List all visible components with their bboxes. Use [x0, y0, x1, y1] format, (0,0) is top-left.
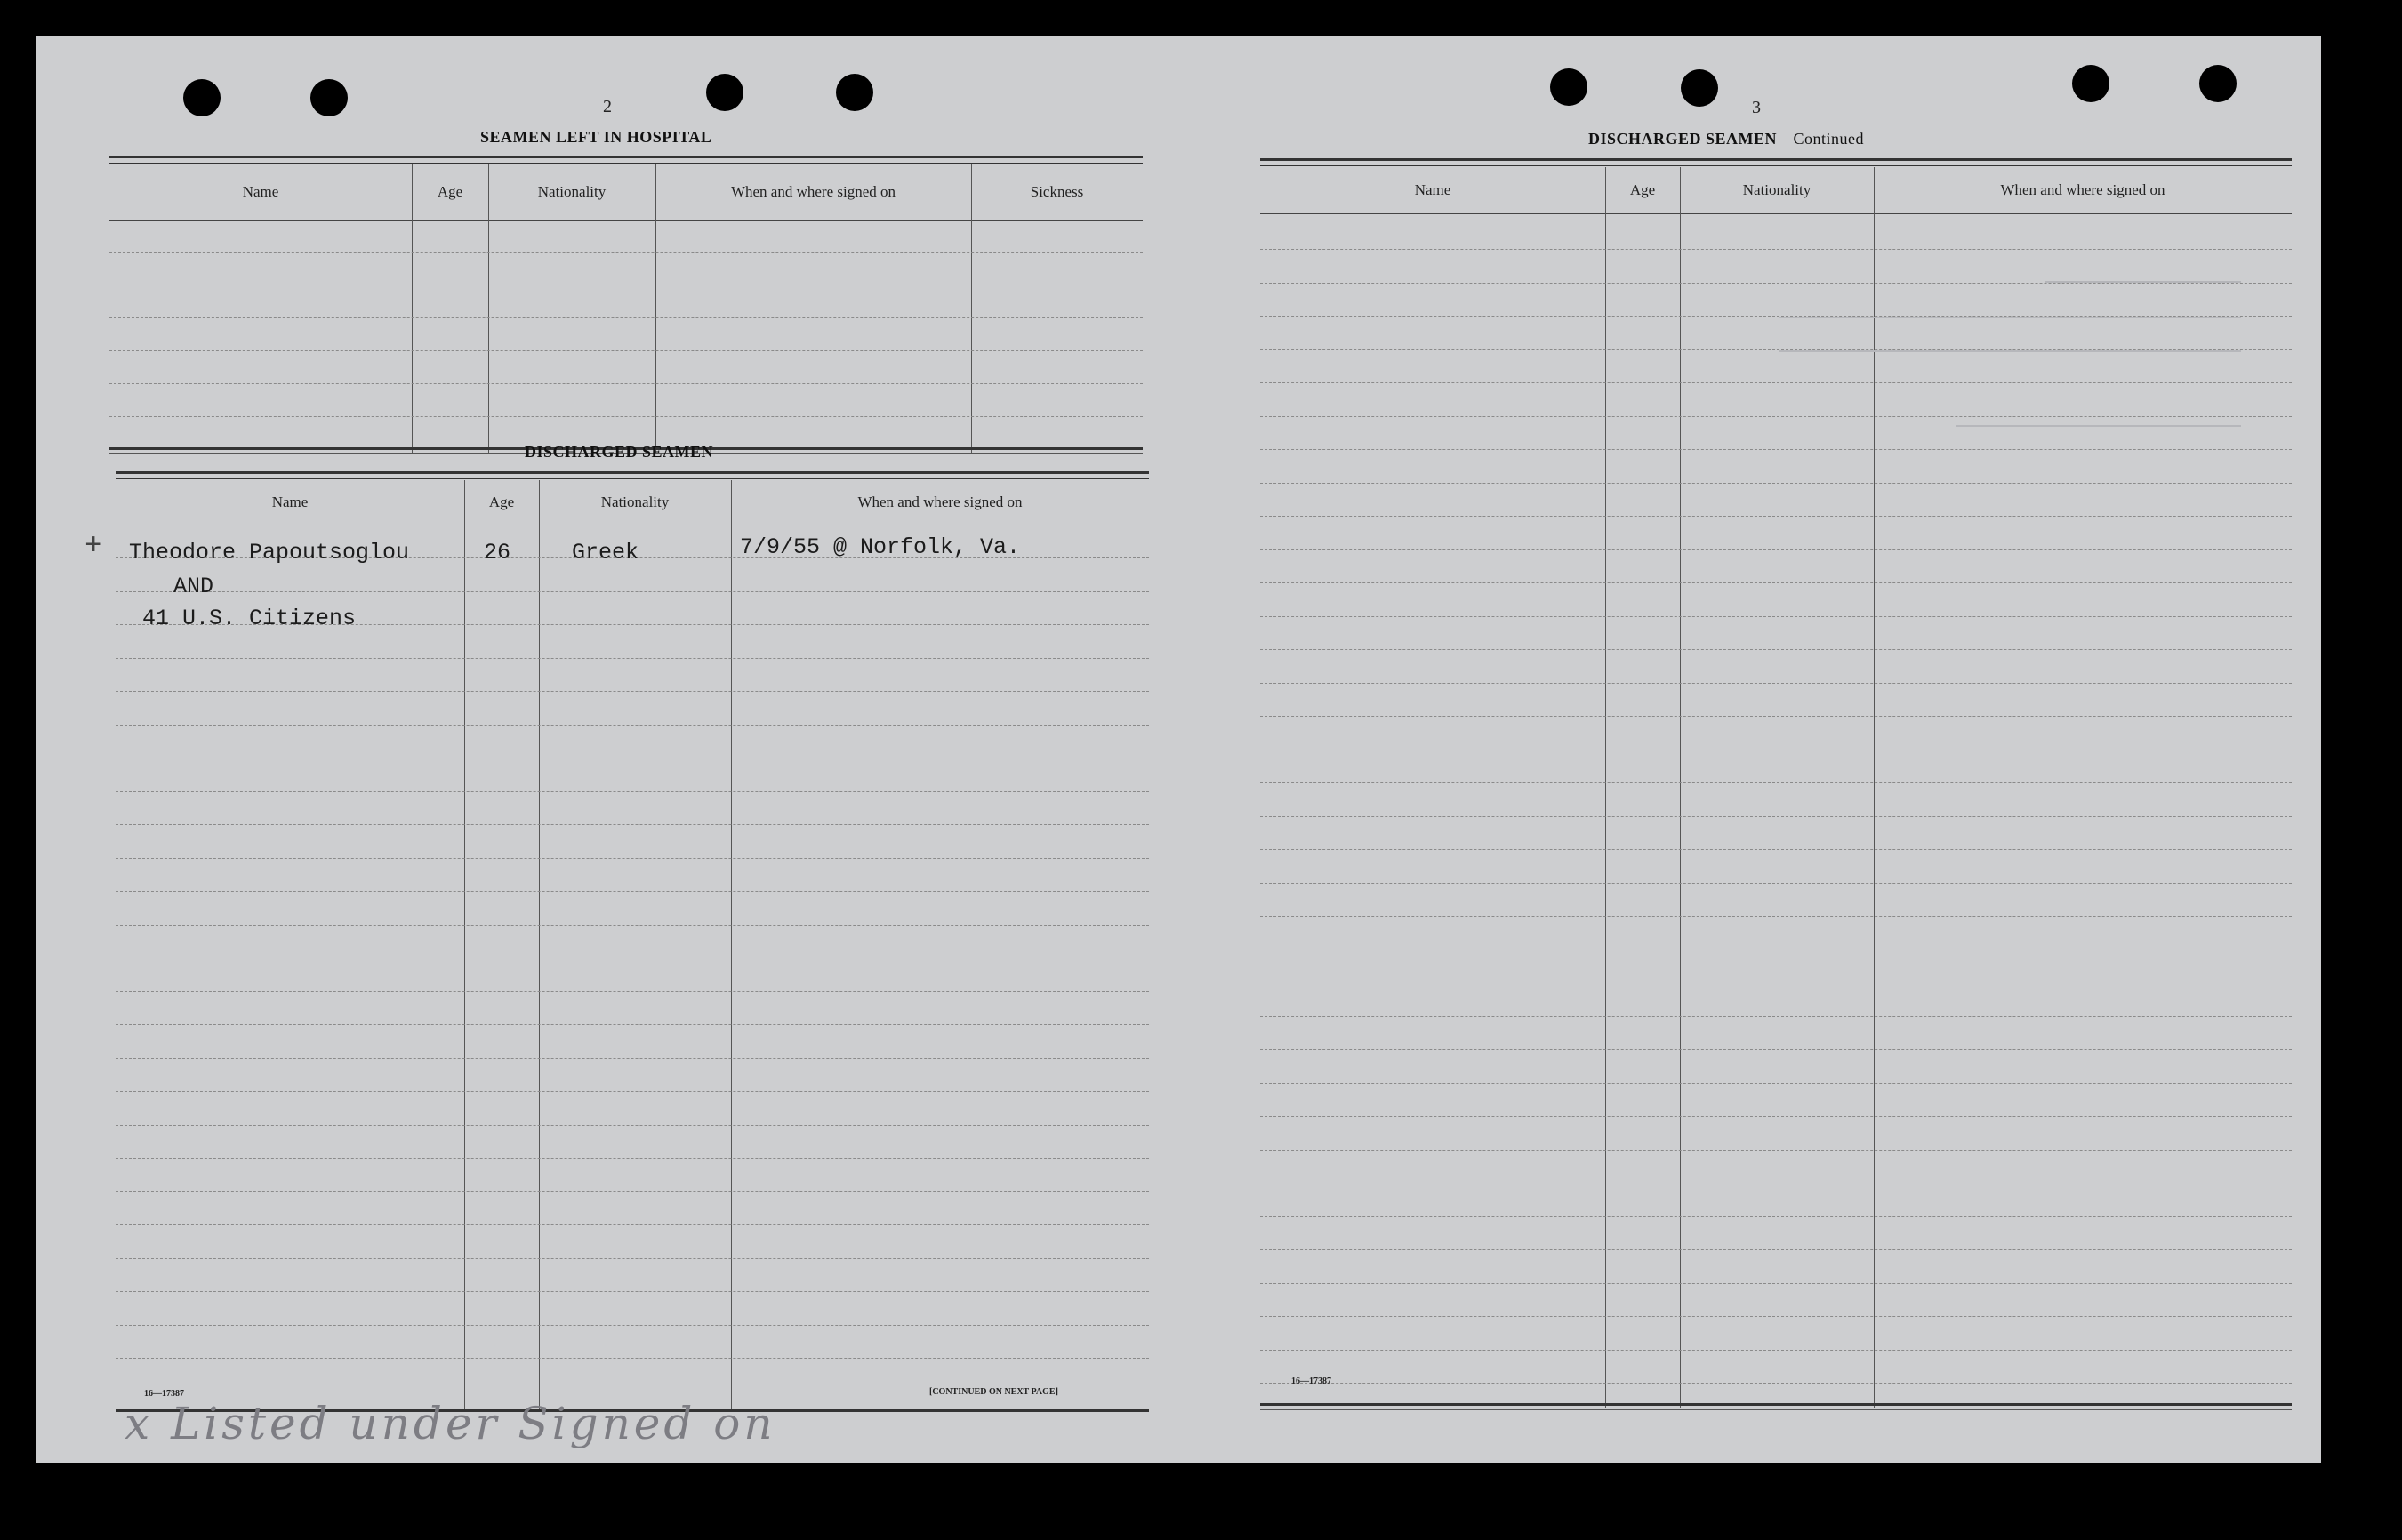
table-row [116, 1325, 1149, 1326]
table-row [116, 725, 1149, 726]
header-when-where: When and where signed on [2000, 181, 2165, 198]
right-page-number: 3 [1752, 98, 1761, 117]
handwritten-note: x Listed under Signed on [125, 1398, 776, 1449]
table-row [1260, 782, 2292, 783]
right-title-text: DISCHARGED SEAMEN [1588, 130, 1778, 148]
table-row [109, 350, 1143, 351]
header-age: Age [488, 493, 515, 510]
table-row [1260, 616, 2292, 617]
table-row [116, 791, 1149, 792]
punch-hole [310, 79, 348, 116]
discharged-section-title: DISCHARGED SEAMEN [525, 443, 714, 461]
punch-hole [1681, 69, 1718, 107]
header-age: Age [1629, 181, 1656, 198]
table-row [1260, 816, 2292, 817]
column-divider [1605, 167, 1606, 1408]
column-divider [731, 480, 732, 1412]
header-name: Name [271, 493, 309, 510]
table-row [1260, 683, 2292, 684]
table-row [116, 591, 1149, 592]
left-page-number: 2 [603, 97, 612, 116]
column-divider [971, 164, 972, 454]
table-row [1260, 449, 2292, 450]
table-row [1260, 1249, 2292, 1250]
table-row [1260, 483, 2292, 484]
hospital-table-header [109, 164, 1143, 221]
table-row [1260, 1049, 2292, 1050]
column-divider [464, 480, 465, 1412]
table-row [1260, 1150, 2292, 1151]
left-form-number: 16—17387 [144, 1389, 184, 1399]
table-row [1260, 1083, 2292, 1084]
table-top-rule [1260, 158, 2292, 166]
column-divider [1680, 167, 1681, 1408]
table-row [1260, 1116, 2292, 1117]
table-row [1260, 1016, 2292, 1017]
table-top-rule [109, 156, 1143, 164]
table-row [109, 416, 1143, 417]
table-bottom-rule [1260, 1403, 2292, 1410]
table-row [116, 991, 1149, 992]
entry-name-line3: 41 U.S. Citizens [142, 606, 357, 631]
continued-table-header [1260, 167, 2292, 214]
table-row [1260, 1216, 2292, 1217]
punch-hole [836, 74, 873, 111]
table-row [1260, 849, 2292, 850]
table-row [1260, 249, 2292, 250]
punch-hole [183, 79, 221, 116]
header-when-where: When and where signed on [730, 183, 896, 200]
table-row [1260, 582, 2292, 583]
header-name: Name [1414, 181, 1451, 198]
table-row [109, 252, 1143, 253]
hospital-table [109, 156, 1143, 458]
header-nationality: Nationality [1742, 181, 1812, 198]
table-row [109, 383, 1143, 384]
entry-signed-on: 7/9/55 @ Norfolk, Va. [740, 534, 1021, 560]
table-row [1260, 716, 2292, 717]
column-divider [412, 164, 413, 454]
entry-name-line1: Theodore Papoutsoglou [129, 540, 410, 565]
table-row [1260, 382, 2292, 383]
header-age: Age [437, 183, 463, 200]
bleed-through-mark [1956, 409, 2241, 427]
entry-mark: + [84, 530, 103, 564]
bleed-through-mark [2045, 265, 2241, 283]
table-row [1260, 1383, 2292, 1384]
column-divider [539, 480, 540, 1412]
header-name: Name [242, 183, 279, 200]
right-title-suffix: —Continued [1777, 130, 1865, 148]
table-row [1260, 516, 2292, 517]
continued-note: [CONTINUED ON NEXT PAGE] [929, 1387, 1058, 1397]
hospital-section-title: SEAMEN LEFT IN HOSPITAL [480, 128, 712, 146]
bleed-through-mark [1779, 334, 2241, 352]
entry-name-line2: AND [173, 573, 214, 599]
punch-hole [1550, 68, 1587, 106]
right-form-number: 16—17387 [1291, 1376, 1331, 1386]
entry-age: 26 [484, 540, 511, 565]
table-row [116, 1125, 1149, 1126]
table-row [116, 858, 1149, 859]
table-row [1260, 1316, 2292, 1317]
header-sickness: Sickness [1030, 183, 1084, 200]
column-divider [488, 164, 489, 454]
header-nationality: Nationality [537, 183, 607, 200]
table-row [116, 691, 1149, 692]
discharged-table-header [116, 480, 1149, 525]
header-nationality: Nationality [600, 493, 670, 510]
table-row [1260, 549, 2292, 550]
punch-hole [2072, 65, 2109, 102]
table-row [116, 1291, 1149, 1292]
punch-hole [706, 74, 743, 111]
table-row [1260, 649, 2292, 650]
table-row [116, 1258, 1149, 1259]
column-divider [655, 164, 656, 454]
table-row [116, 824, 1149, 825]
table-row [116, 1091, 1149, 1092]
right-section-title [1588, 130, 1864, 148]
bleed-through-mark [1779, 301, 2241, 318]
table-row [109, 317, 1143, 318]
table-row [116, 1058, 1149, 1059]
table-row [116, 1358, 1149, 1359]
header-when-where: When and where signed on [857, 493, 1023, 510]
table-row [116, 658, 1149, 659]
document-sheet [36, 36, 2321, 1463]
table-row [116, 925, 1149, 926]
column-divider [1874, 167, 1875, 1408]
table-row [116, 1191, 1149, 1192]
table-row [1260, 1283, 2292, 1284]
table-top-rule [116, 471, 1149, 479]
table-row [116, 1224, 1149, 1225]
table-row [116, 1024, 1149, 1025]
punch-hole [2199, 65, 2237, 102]
table-row [116, 1158, 1149, 1159]
entry-nationality: Greek [572, 540, 639, 565]
table-row [116, 891, 1149, 892]
table-row [1260, 916, 2292, 917]
table-row [1260, 1350, 2292, 1351]
table-row [1260, 883, 2292, 884]
